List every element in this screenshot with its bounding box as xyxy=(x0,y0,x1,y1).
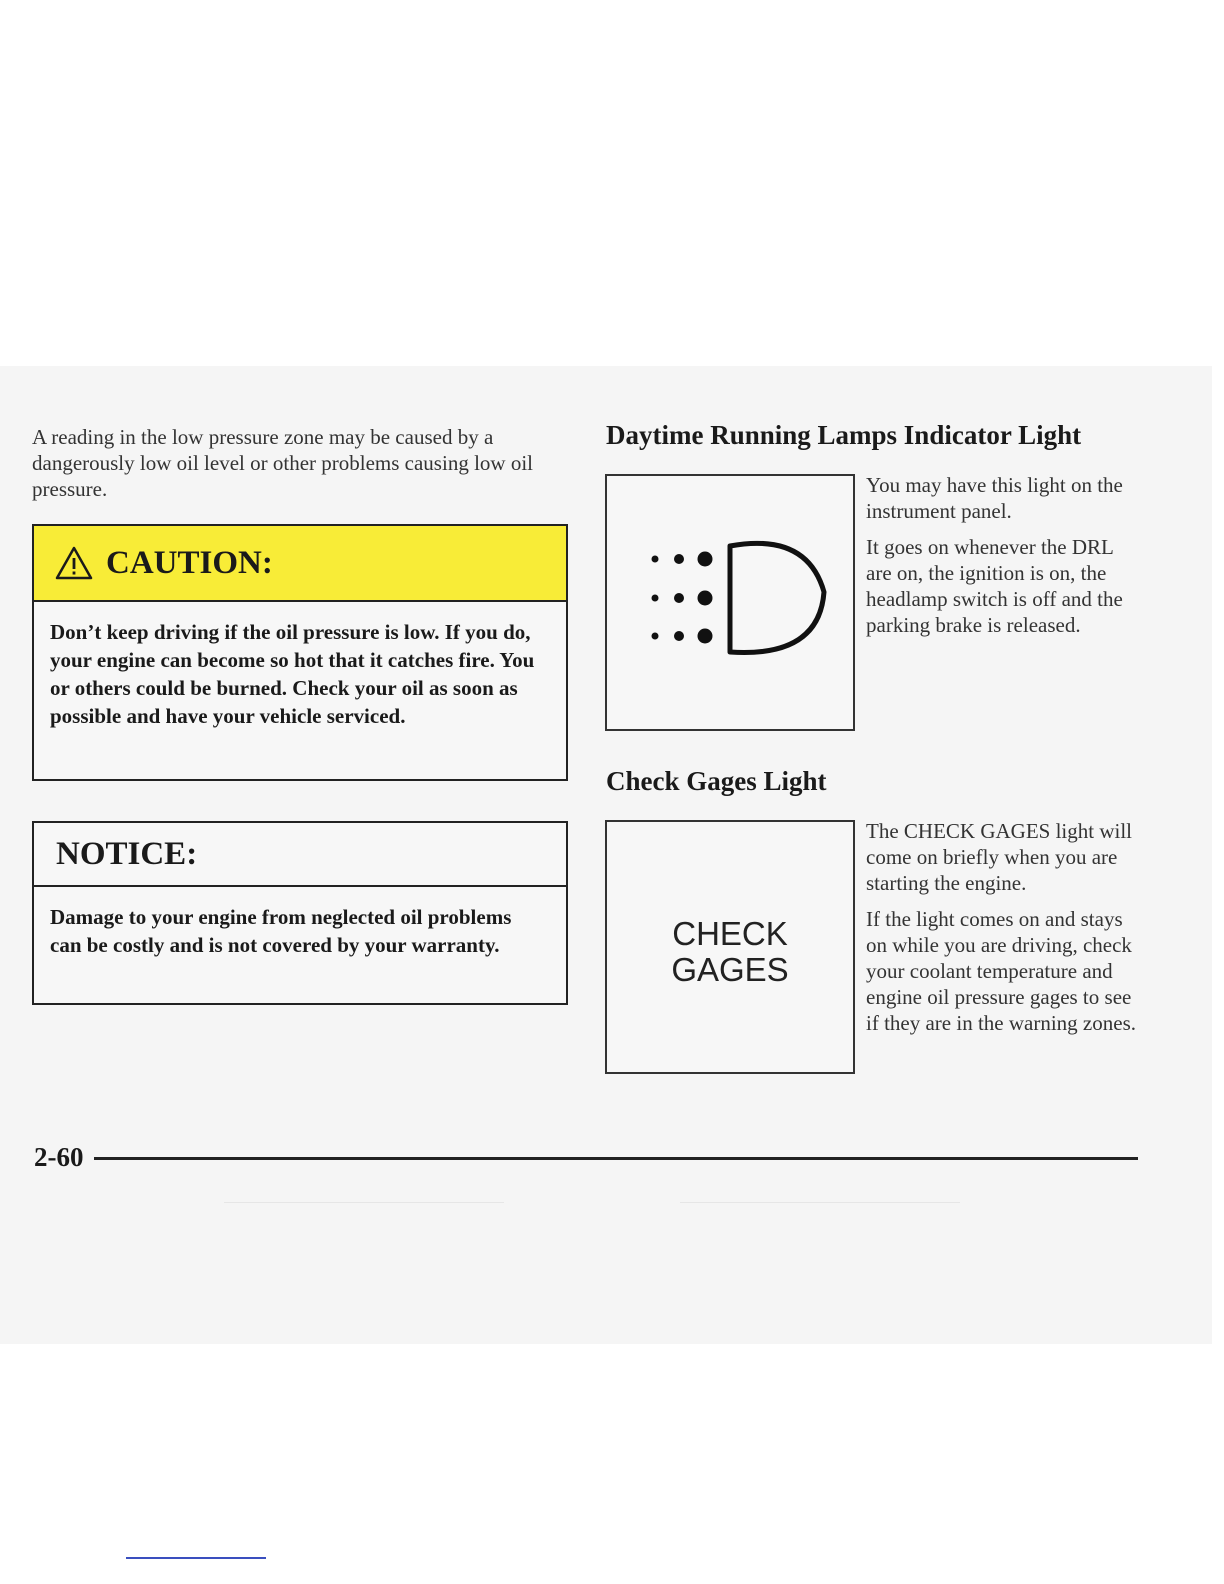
footer-rule xyxy=(94,1157,1138,1160)
notice-header xyxy=(34,823,566,887)
check-gages-paragraph: If the light comes on and stays on while you are driving, check your coolant temperature and engine oil pressure gages to see if they are in the warning zones. xyxy=(866,907,1136,1035)
check-gages-description xyxy=(866,818,1138,1046)
drl-paragraph: You may have this light on the instrument panel. xyxy=(866,473,1123,523)
check-gages-indicator-box xyxy=(605,820,855,1074)
warning-triangle-icon xyxy=(54,545,94,581)
indicator-line: CHECK xyxy=(672,915,788,952)
caution-box xyxy=(32,524,568,781)
check-gages-paragraph: The CHECK GAGES light will come on briefly when you are starting the engine. xyxy=(866,819,1132,895)
caution-body: Don’t keep driving if the oil pressure is low. If you do, your engine can become so hot that it catches fire. You or others could be burned. Check your oil as soon as possible and have your vehicle serviced. xyxy=(50,620,535,728)
check-gages-heading: Check Gages Light xyxy=(606,766,827,796)
caution-header xyxy=(34,526,566,602)
intro-paragraph: A reading in the low pressure zone may be caused by a dangerously low oil level or other problems causing low oil pressure. xyxy=(32,425,533,501)
drl-description xyxy=(866,472,1138,648)
daytime-running-lamp-icon xyxy=(607,476,853,729)
caution-title: CAUTION: xyxy=(106,544,273,581)
divider xyxy=(680,1202,960,1203)
drl-heading: Daytime Running Lamps Indicator Light xyxy=(606,420,1082,450)
drl-indicator-box xyxy=(605,474,855,731)
notice-box xyxy=(32,821,568,1005)
drl-paragraph: It goes on whenever the DRL are on, the ignition is on, the headlamp switch is off and the parking brake is released. xyxy=(866,535,1123,637)
divider xyxy=(126,1557,266,1559)
divider xyxy=(224,1202,504,1203)
page-number: 2-60 xyxy=(34,1142,84,1172)
notice-body: Damage to your engine from neglected oil problems can be costly and is not covered by your warranty. xyxy=(50,905,512,957)
indicator-line: GAGES xyxy=(671,951,789,988)
notice-title: NOTICE: xyxy=(56,835,198,872)
check-gages-indicator-label xyxy=(607,916,853,988)
